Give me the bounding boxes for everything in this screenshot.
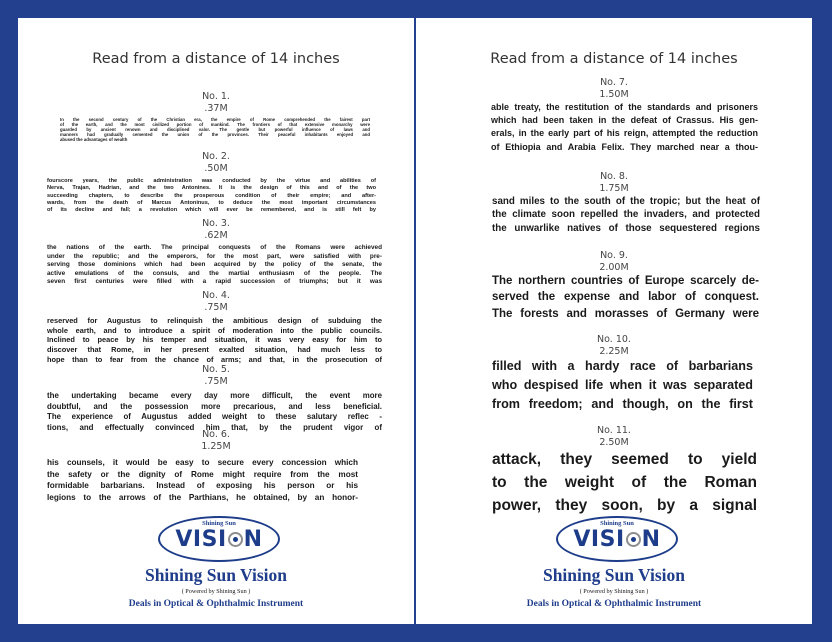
text-line: legions to the arrows of the Parthians, he obtained, by an honor- [47, 492, 358, 502]
section-size: .75M [204, 301, 228, 313]
section-10 [416, 334, 812, 413]
powered-by: ( Powered by Shining Sun ) [181, 588, 251, 595]
section-2 [18, 151, 414, 214]
reading-paragraph [416, 449, 812, 517]
logo-word-post: N [641, 527, 661, 552]
reading-paragraph [416, 195, 812, 235]
text-line: the undertaking became every day more difficult, the event more [47, 391, 382, 400]
text-line: wards, from the death of Marcus Antoninus, to deduce the most important circumstances [47, 199, 376, 206]
section-number: No. 5. [202, 364, 230, 375]
text-line: who despised life when it was separated [492, 377, 753, 392]
text-line: fourscore years, the public administration was conducted by the virtue and abilities of [47, 178, 376, 184]
brand-tagline: Deals in Optical & Ophthalmic Instrument [128, 599, 304, 609]
text-line: Nerva, Trajan, Hadrian, and the two Antonines. It is the design of this and of the two [47, 185, 376, 192]
section-1 [18, 91, 414, 142]
section-number: No. 7. [600, 77, 628, 88]
text-line: attack, they seemed to yield [492, 451, 757, 468]
text-line: the climate soon repelled the invaders, and protected [492, 209, 760, 221]
section-number: No. 1. [202, 91, 230, 102]
text-line: served the expense and labor of conquest. [492, 291, 759, 304]
brand-logo [416, 516, 812, 624]
logo-arc-text: Shining Sun [202, 520, 236, 527]
reading-paragraph [416, 357, 812, 413]
logo-word-post: N [243, 527, 263, 552]
text-line: succeeding chapters, to describe the prosperous condition of their empire; and after- [47, 192, 376, 199]
eye-icon [228, 532, 243, 547]
page-heading: Read from a distance of 14 inches [92, 51, 340, 67]
text-line: The northern countries of Europe scarcely de- [492, 275, 759, 287]
text-line: hope than to fear from the chance of arms; and that, in the prosecution of [47, 354, 382, 364]
section-size: 1.25M [201, 440, 231, 452]
left-chart-page [18, 18, 414, 624]
text-line: In the second century of the Christian era, the empire of Rome comprehended the fairest part [60, 117, 370, 122]
section-size: 2.00M [599, 261, 629, 273]
text-line: power, they soon, by a signal [492, 496, 757, 514]
section-11 [416, 425, 812, 517]
logo-oval [158, 516, 280, 562]
reading-paragraph [416, 101, 812, 154]
section-number: No. 11. [597, 425, 631, 436]
text-line: doubtful, and the possession more precarious, and less beneficial. [47, 401, 382, 411]
text-line: abused the advantages of wealth [60, 137, 128, 142]
text-line: the unwarlike natives of those sequestered regions [492, 222, 760, 234]
brand-tagline: Deals in Optical & Ophthalmic Instrument [526, 599, 702, 609]
section-number: No. 4. [202, 290, 230, 301]
section-number: No. 9. [600, 250, 628, 261]
section-9 [416, 250, 812, 322]
text-line: which had been taken in the defeat of Crassus. His gen- [491, 115, 758, 126]
reading-paragraph [18, 457, 414, 503]
brand-logo [18, 516, 414, 624]
text-line: manners had gradually cemented the union of the provinces. Their peaceful inhabitants enjoyed and [60, 132, 370, 137]
text-line: of its decline and fall; a revolution which will ever be remembered, and is still felt by [47, 207, 376, 214]
reading-paragraph [18, 178, 414, 214]
text-line: his counsels, it would be easy to secure every concession which [47, 458, 358, 467]
text-line: reserved for Augustus to relinquish the ambitious design of subduing the [47, 316, 382, 325]
text-line: active emulations of the consuls, and the martial enthusiasm of the people. The [47, 269, 382, 277]
reading-paragraph [18, 117, 414, 142]
section-number: No. 6. [202, 429, 230, 440]
text-line: from freedom; and though, on the first [492, 396, 753, 411]
section-size: 1.75M [599, 182, 629, 194]
section-number: No. 2. [202, 151, 230, 162]
eye-icon [626, 532, 641, 547]
text-line: erals, in the early part of his reign, attempted the reduction [491, 128, 758, 139]
logo-oval [556, 516, 678, 562]
powered-by: ( Powered by Shining Sun ) [579, 588, 649, 595]
text-line: able treaty, the restitution of the standards and prisoners [491, 102, 758, 112]
text-line: serving those dominions which had been acquired by the policy of the senate, the [47, 261, 382, 269]
text-line: guarded by ancient renown and disciplined valor. The gentle but powerful influence of laws and [60, 127, 370, 132]
section-size: .50M [204, 162, 228, 174]
right-chart-page [416, 18, 812, 624]
reading-paragraph [416, 273, 812, 322]
text-line: whole earth, and to introduce a spirit of moderation into the public councils. [47, 325, 382, 335]
logo-word-pre: VISI [175, 527, 227, 552]
text-line: of the earth, and the most civilized portion of mankind. The frontiers of that extensive monarchy were [60, 122, 370, 127]
section-3 [18, 218, 414, 287]
section-number: No. 8. [600, 171, 628, 182]
section-size: .62M [204, 229, 228, 241]
text-line: tions, and effectually convinced him that, by the prudent vigor of [47, 422, 382, 432]
text-line: formidable barbarians. Instead of exposing his person or his [47, 481, 358, 490]
section-size: 2.50M [599, 436, 629, 448]
page-heading: Read from a distance of 14 inches [490, 51, 738, 67]
brand-name: Shining Sun Vision [144, 565, 288, 585]
brand-name: Shining Sun Vision [542, 565, 686, 585]
reading-paragraph [18, 391, 414, 433]
section-8 [416, 171, 812, 235]
section-4 [18, 290, 414, 365]
text-line: the safety or the dignity of Rome might require from the most [47, 469, 358, 479]
section-7 [416, 77, 812, 154]
section-5 [18, 364, 414, 433]
text-line: the nations of the earth. The principal conquests of the Romans were achieved [47, 244, 382, 251]
section-size: 2.25M [599, 345, 629, 357]
reading-paragraph [18, 316, 414, 365]
text-line: under the republic; and the emperors, for the most part, were satisfied with pre- [47, 252, 382, 260]
text-line: The experience of Augustus added weight to these salutary reflec - [47, 412, 382, 421]
logo-arc-text: Shining Sun [600, 520, 634, 527]
reading-paragraph [18, 244, 414, 287]
section-size: .75M [204, 375, 228, 387]
section-size: .37M [204, 102, 228, 114]
text-line: sand miles to the south of the tropic; but the heat of [492, 196, 760, 207]
logo-word [160, 527, 278, 552]
logo-word [558, 527, 676, 552]
text-line: to the weight of the Roman [492, 473, 757, 491]
text-line: filled with a hardy race of barbarians [492, 359, 753, 373]
section-size: 1.50M [599, 88, 629, 100]
section-6 [18, 429, 414, 503]
logo-word-pre: VISI [573, 527, 625, 552]
text-line: seven first centuries were filled with a rapid succession of triumphs; but it was [47, 278, 382, 286]
section-number: No. 3. [202, 218, 230, 229]
section-number: No. 10. [597, 334, 631, 345]
text-line: of Ethiopia and Arabia Felix. They marched near a thou- [491, 141, 758, 152]
text-line: Inclined to peace by his temper and situation, it was very easy for him to [47, 335, 382, 345]
text-line: The forests and morasses of Germany were [492, 307, 759, 320]
text-line: discover that Rome, in her present exalted situation, had much less to [47, 345, 382, 355]
